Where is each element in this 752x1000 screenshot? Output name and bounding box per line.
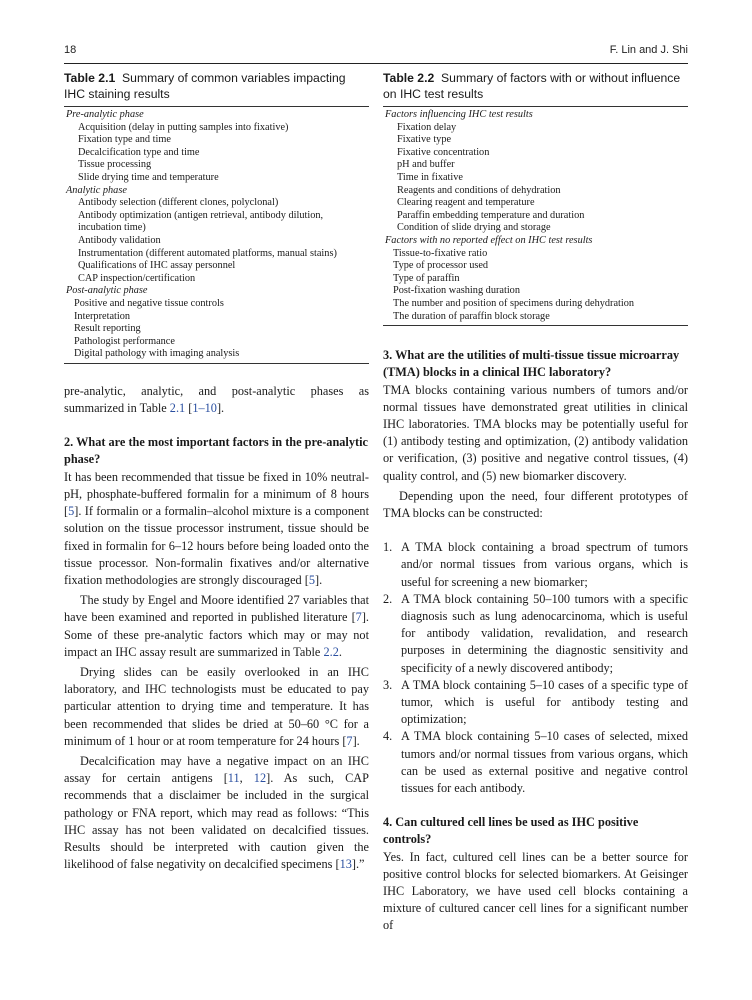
- section-heading: 3. What are the utilities of multi-tissue tissue microarray (TMA) blocks in a clinical IHC laboratory?: [383, 348, 680, 380]
- table-row: Paraffin embedding temperature and duration: [397, 209, 585, 221]
- citation-link[interactable]: 7: [346, 733, 353, 748]
- citation-link[interactable]: 5: [308, 572, 316, 587]
- table-row: CAP inspection/certification: [78, 272, 196, 284]
- table-2-1-caption: [64, 70, 369, 102]
- paragraph: pre-analytic, analytic, and post-analytic phases as summarized in Table 2.1 [1–10].: [64, 383, 369, 416]
- citation-link[interactable]: 1–10: [192, 401, 217, 416]
- table-row: Tissue-to-fixative ratio: [393, 247, 488, 259]
- citation-link[interactable]: 5: [68, 504, 75, 519]
- table-category: Factors influencing IHC test results: [385, 109, 533, 120]
- table-row: Time in fixative: [397, 171, 463, 183]
- list-item: [383, 677, 688, 729]
- right-column: [383, 70, 688, 935]
- table-row: Antibody validation: [78, 234, 161, 246]
- table-row: Fixation type and time: [78, 134, 171, 146]
- table-2-2: [383, 106, 688, 326]
- table-row: Fixative type: [397, 134, 452, 146]
- table-row: Antibody selection (different clones, polyclonal): [78, 197, 279, 209]
- table-2-1: [64, 106, 369, 364]
- table-title: Summary of common variables impacting IHC staining results: [64, 71, 346, 101]
- table-row: Interpretation: [74, 310, 131, 322]
- table-2-2-caption: [383, 70, 688, 102]
- list-item-text: A TMA block containing 50–100 tumors with a specific diagnosis such as lung adenocarcinoma, which is useful for antibody validation, revalidation, and research purposes in determining the diagnostic sensitivity and specificity of a newly discovered antibody;: [401, 591, 688, 675]
- paragraph: Depending upon the need, four different prototypes of TMA blocks can be constructed:: [383, 488, 688, 520]
- citation-link[interactable]: 12: [253, 771, 267, 786]
- section-heading: 2. What are the most important factors in the pre-analytic phase?: [64, 435, 368, 467]
- list-item: [383, 539, 688, 591]
- citation-link[interactable]: 13: [339, 857, 352, 872]
- table-row: Condition of slide drying and storage: [397, 222, 551, 234]
- table-category: Factors with no reported effect on IHC test results: [385, 234, 593, 246]
- table-row: Acquisition (delay in putting samples into fixative): [78, 121, 289, 133]
- table-title: Summary of factors with or without influence on IHC test results: [383, 71, 681, 101]
- table-label: Table 2.2: [383, 71, 435, 85]
- table-row: Type of processor used: [393, 260, 489, 272]
- table-row: Tissue processing: [78, 159, 152, 171]
- list-item-text: A TMA block containing a broad spectrum of tumors and/or normal tissues from various organs, which is useful for screening a new biomarker;: [401, 540, 688, 589]
- section-heading: 4. Can cultured cell lines be used as IHC positive controls?: [383, 815, 639, 847]
- table-row: Fixative concentration: [397, 146, 490, 158]
- table-link[interactable]: 2.2: [323, 644, 339, 659]
- paragraph: Decalcification may have a negative impact on an IHC assay for certain antigens [11, 12]. As such, CAP recommends that a disclaimer be included in the surgical pathology or FNA report, which may read as follows: “This IHC assay has not been validated on decalcified tissues. Results should be interpreted with caution given the likelihood of false negativity on decalcified specimens [13].”: [64, 753, 370, 872]
- right-body-text: [383, 347, 688, 935]
- paragraph: Drying slides can be easily overlooked in an IHC laboratory, and IHC technologists must be educated to pay particular attention to drying time and temperature. It has been recommended that slides be dried at 50–60 °C for a minimum of 1 hour or at room temperature for 24 hours [7].: [64, 664, 369, 748]
- table-row: Result reporting: [74, 323, 141, 335]
- paragraph: TMA blocks containing various numbers of tumors and/or normal tissues have demonstrated great utilities in clinical IHC laboratories. TMA blocks may be potentially useful for (1) antibody testing and optimization, (2) antibody validation or verification, (3) positive and negative control tissues, (4) quality control, and (5) new biomarker discovery.: [383, 382, 688, 483]
- table-row: The number and position of specimens during dehydration: [393, 297, 635, 309]
- table-row: Fixation delay: [397, 121, 457, 133]
- running-header: [64, 44, 688, 60]
- table-row: The duration of paraffin block storage: [393, 310, 550, 322]
- table-row: pH and buffer: [397, 159, 455, 171]
- table-category: Analytic phase: [66, 184, 127, 196]
- table-row: Reagents and conditions of dehydration: [397, 184, 561, 196]
- page-number: 18: [64, 44, 77, 56]
- citation-link[interactable]: 11: [227, 771, 240, 786]
- tma-prototype-list: [383, 539, 688, 797]
- table-row: Type of paraffin: [393, 272, 460, 284]
- table-label: Table 2.1: [64, 71, 116, 85]
- list-item-text: A TMA block containing 5–10 cases of selected, mixed tumors and/or normal tissues from various organs, which can be used as external positive and negative control tissues for each antibody.: [401, 729, 688, 795]
- left-column: [64, 70, 369, 873]
- table-row: Instrumentation (different automated platforms, manual stains): [78, 247, 337, 259]
- table-category: Post-analytic phase: [66, 285, 148, 297]
- table-category: Pre-analytic phase: [66, 109, 144, 120]
- paragraph: Yes. In fact, cultured cell lines can be a better source for positive control blocks for selected biomarkers. At Geisinger IHC Laboratory, we have used cell blocks containing a mixture of cultured cancer cell lines for a significant number of: [383, 849, 688, 933]
- table-link[interactable]: 2.1: [169, 401, 186, 416]
- table-row: Clearing reagent and temperature: [397, 197, 535, 209]
- list-item-number: 3.: [383, 677, 393, 692]
- list-item: [383, 591, 688, 677]
- table-row: Slide drying time and temperature: [78, 171, 219, 183]
- table-row: Pathologist performance: [74, 335, 175, 347]
- paragraph: It has been recommended that tissue be fixed in 10% neutral-pH, phosphate-buffered formalin for a minimum of 8 hours [5]. If formalin or a formalin–alcohol mixture is a component solution on the tissue processor instrument, tissue should be fixed in formalin for 6–12 hours before being loaded onto the tissue processor. Non-formalin fixatives and/or alternative fixation methodologies are strongly discouraged [5].: [64, 469, 369, 587]
- list-item-text: A TMA block containing 5–10 cases of a specific type of tumor, which is useful for antibody testing and optimization;: [401, 677, 688, 727]
- table-row: Positive and negative tissue controls: [74, 297, 224, 309]
- list-item: [383, 728, 688, 797]
- table-row: Decalcification type and time: [78, 146, 200, 158]
- list-item-number: 1.: [383, 540, 393, 555]
- list-item-number: 2.: [383, 591, 393, 606]
- header-rule: [64, 63, 688, 64]
- table-row: Qualifications of IHC assay personnel: [78, 260, 236, 272]
- table-row: Antibody optimization (antigen retrieval, antibody dilution, incubation time): [78, 209, 324, 234]
- list-item-number: 4.: [383, 729, 393, 744]
- table-row: Digital pathology with imaging analysis: [74, 348, 240, 360]
- table-row: Post-fixation washing duration: [393, 285, 520, 297]
- running-authors: F. Lin and J. Shi: [609, 44, 688, 56]
- citation-link[interactable]: 7: [355, 610, 362, 625]
- left-body-text: [64, 383, 369, 873]
- paragraph: The study by Engel and Moore identified 27 variables that have been examined and reported in published literature [7]. Some of these pre-analytic factors which may or may not impact an IHC assay result are summarized in Table 2.2.: [64, 593, 369, 659]
